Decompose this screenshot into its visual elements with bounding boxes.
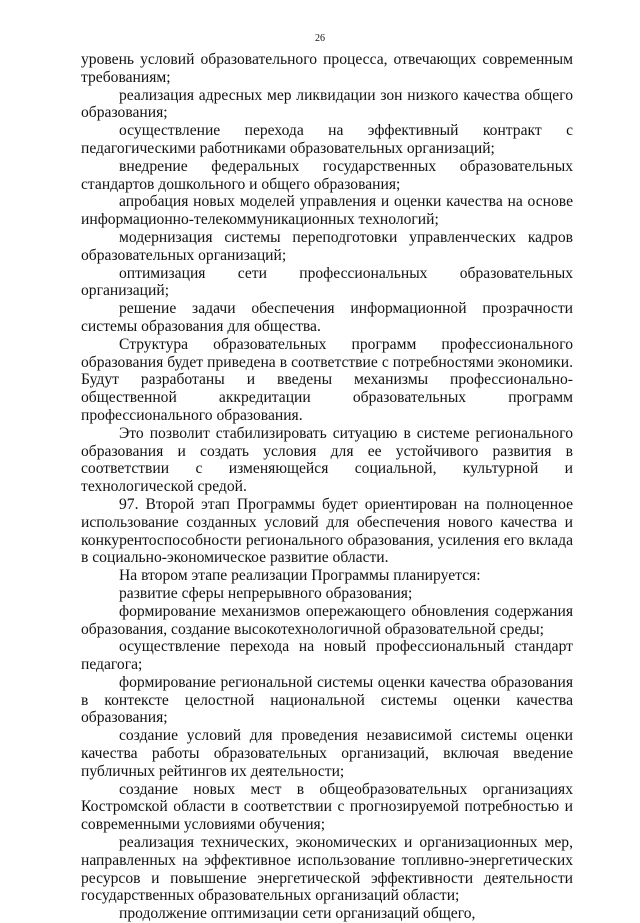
- numbered-paragraph: 97. Второй этап Программы будет ориентирован на полноценное использование созданных условий для обеспечения нового качества и конкурентоспособности регионального образования, усиления его вклада в социально-экономическое развитие области.: [81, 495, 573, 567]
- list-item-paragraph: решение задачи обеспечения информационной прозрачности системы образования для общества.: [81, 300, 573, 335]
- list-item-paragraph: оптимизация сети профессиональных образовательных организаций;: [81, 264, 573, 300]
- list-item-paragraph: осуществление перехода на новый профессиональный стандарт педагога;: [81, 638, 573, 674]
- list-item-paragraph: создание условий для проведения независимой системы оценки качества работы образовательных организаций, включая введение публичных рейтингов их деятельности;: [81, 727, 573, 780]
- list-item-paragraph: реализация адресных мер ликвидации зон низкого качества общего образования;: [81, 86, 573, 122]
- body-paragraph: Это позволит стабилизировать ситуацию в системе регионального образования и создать условия для ее устойчивого развития в соответствии с изменяющейся социальной, культурной и технологической средой.: [81, 424, 573, 496]
- list-item-paragraph: формирование механизмов опережающего обновления содержания образования, создание высокотехнологичной образовательной среды;: [81, 602, 573, 638]
- list-item-paragraph: продолжение оптимизации сети организаций общего,: [119, 905, 476, 923]
- list-item-paragraph: реализация технических, экономических и организационных мер, направленных на эффективное использование топливно-энергетических ресурсов и повышение энергетической эффективности деятельности государственных образовательных организаций области;: [81, 834, 573, 905]
- page-number: 26: [315, 33, 325, 44]
- list-item-paragraph: внедрение федеральных государственных образовательных стандартов дошкольного и общего образования;: [81, 157, 573, 193]
- paragraph-continuation: уровень условий образовательного процесса, отвечающих современным требованиям;: [81, 51, 573, 86]
- list-item-paragraph: апробация новых моделей управления и оценки качества на основе информационно-телекоммуникационных технологий;: [81, 193, 573, 229]
- body-paragraph: На втором этапе реализации Программы планируется:: [119, 567, 481, 585]
- list-item-paragraph: формирование региональной системы оценки качества образования в контексте целостной национальной системы оценки качества образования;: [81, 673, 573, 727]
- list-item-paragraph: осуществление перехода на эффективный контракт с педагогическими работниками образовательных организаций;: [81, 122, 573, 157]
- list-item-paragraph: развитие сферы непрерывного образования;: [119, 584, 413, 602]
- document-body: [81, 51, 573, 923]
- body-paragraph: Структура образовательных программ профессионального образования будет приведена в соответствие с потребностями экономики. Будут разработаны и введены механизмы профессионально-общественной аккредитации образовательных программ профессионального образования.: [81, 335, 573, 424]
- list-item-paragraph: создание новых мест в общеобразовательных организациях Костромской области в соответствии с прогнозируемой потребностью и современными условиями обучения;: [81, 780, 573, 834]
- list-item-paragraph: модернизация системы переподготовки управленческих кадров образовательных организаций;: [81, 228, 573, 264]
